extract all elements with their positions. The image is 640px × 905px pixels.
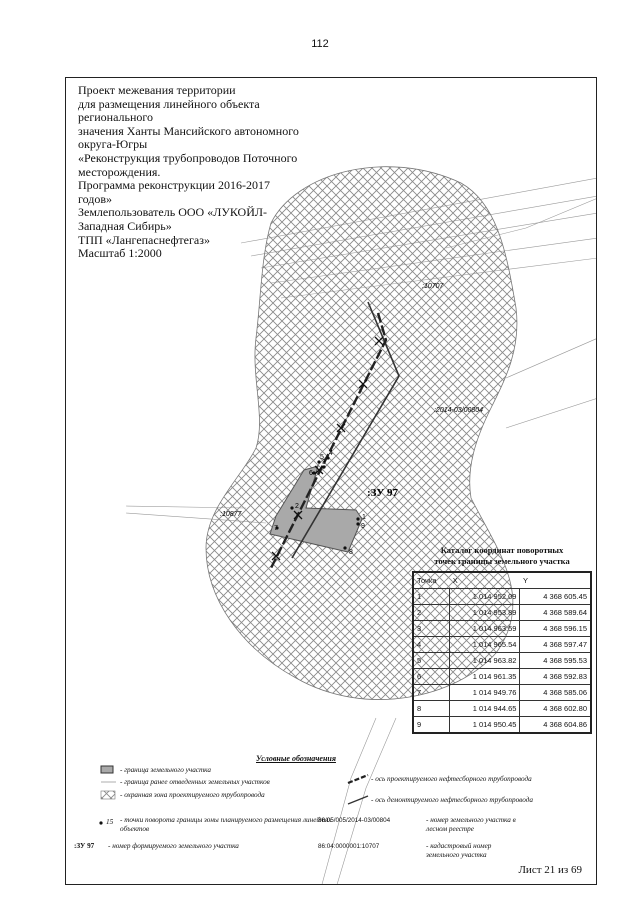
point-label-9: 9 [361,523,365,530]
page-number: 112 [311,38,329,50]
cell-point: 4 [413,637,450,653]
cell-point: 5 [413,653,450,669]
legend-symbol-dism [348,796,368,804]
parcel-line [321,718,376,885]
scale-line: Масштаб 1:2000 [78,246,162,261]
legend-plot-number: - номер формируемого земельного участка [108,842,239,850]
table-row [413,653,591,669]
legend-forest-sample: 86/05/005/2014-03/00804 [318,817,391,824]
turn-point-9 [356,522,359,525]
sheet-footer: Лист 21 из 69 [518,864,582,876]
table-row [413,621,591,637]
cell-y: 4 368 597.47 [520,637,591,653]
title-line: месторождения. [78,164,161,179]
cell-point: 9 [413,717,450,734]
table-row [413,589,591,605]
cell-y: 4 368 589.64 [520,605,591,621]
title-line: Западная Сибирь» [78,218,172,233]
cell-y: 4 368 602.80 [520,701,591,717]
cell-point: 3 [413,621,450,637]
title-line: годов» [78,191,113,206]
cell-y: 4 368 592.83 [520,669,591,685]
point-label-6: 6 [309,470,313,477]
cell-x: 1 014 963.82 [450,653,520,669]
cell-point: 7 [413,685,450,701]
parcel-label-00804: :2014-03/00804 [434,407,484,414]
catalog-title [412,545,592,567]
point-label-5: 5 [320,454,324,461]
cell-x: 1 014 952.09 [450,589,520,605]
title-line: Проект межевания территории [78,83,236,97]
title-line: значения Ханты Мансийского автономного [78,123,299,138]
point-label-8: 8 [349,549,353,556]
map-sheet [65,77,597,885]
legend-turn-points: - точки поворота границы зоны планируемого размещения линейных объектов [120,816,332,833]
cell-x: 1 014 950.45 [450,717,520,734]
turn-point-1 [356,517,359,520]
table-row [413,701,591,717]
point-label-4: 4 [329,450,333,457]
turn-point-2 [290,506,293,509]
legend-title: Условные обозначения [256,754,336,763]
cell-x: 1 014 963.59 [450,621,520,637]
legend-symbol-point [99,821,102,824]
cell-x: 1 014 944.65 [450,701,520,717]
legend-protect-zone: - охранная зона проектируемого трубопровода [120,791,265,799]
legend-cadastral: - кадастровый номер земельного участка [426,842,492,859]
legend-parcel-boundary: - граница земельного участка [120,766,211,774]
legend-plot-sample: :ЗУ 97 [74,842,95,850]
turn-point-8 [343,546,346,549]
cell-x: 1 014 965.54 [450,637,520,653]
title-line: Землепользователь ООО «ЛУКОЙЛ- [78,205,267,220]
table-row [413,637,591,653]
legend-pipeline-proj: - ось проектируемого нефтесборного трубопровода [371,775,532,783]
cell-point: 1 [413,589,450,605]
title-line: регионального [78,110,154,125]
point-label-3: 3 [322,459,326,466]
title-line: округа-Югры [78,137,148,152]
parcel-line [506,338,597,378]
table-row [413,605,591,621]
cell-y: 4 368 605.45 [520,589,591,605]
header-y: Y [522,576,528,585]
legend-symbol-zone [101,791,115,799]
parcel-label-10877: :10877 [220,511,242,518]
cell-y: 4 368 596.15 [520,621,591,637]
point-label-1: 1 [362,514,366,521]
cell-x: 1 014 953.89 [450,605,520,621]
legend-prev-parcels: - граница ранее отведенных земельных участков [120,778,270,786]
cell-y: 4 368 604.86 [520,717,591,734]
cell-point: 2 [413,605,450,621]
catalog-title-line: точек границы земельного участка [434,556,570,566]
catalog-title-line: Каталог координат поворотных [440,545,564,555]
header-x: X [452,576,458,585]
legend-pipeline-dism: - ось демонтируемого нефтесборного трубопровода [371,796,533,804]
coordinate-catalog [412,545,592,734]
legend-symbol-parcel [101,766,113,773]
legend-cadastral-sample: 86:04:0000001:10707 [318,843,380,850]
table-row [413,717,591,734]
cell-point: 6 [413,669,450,685]
table-header-row [413,572,591,589]
parcel-label-10707: :10707 [422,283,444,290]
cell-point: 8 [413,701,450,717]
table-row [413,669,591,685]
point-label-7: 7 [274,525,278,532]
title-line: «Реконструкция трубопроводов Поточного [78,150,298,165]
parcel-line [506,398,597,428]
title-line: ТПП «Лангепаснефтегаз» [78,232,210,247]
title-line: для размещения линейного объекта [78,96,260,111]
title-line: Программа реконструкции 2016-2017 [78,178,270,193]
cell-y: 4 368 595.53 [520,653,591,669]
legend-point-sample: 15 [106,818,114,826]
point-label-2: 2 [295,503,299,510]
legend-forest-number: - номер земельного участка в лесном реестре [426,816,516,833]
coordinate-table [412,571,592,734]
cell-x: 1 014 961.35 [450,669,520,685]
cell-y: 4 368 585.06 [520,685,591,701]
table-row [413,685,591,701]
cell-x: 1 014 949.76 [450,685,520,701]
plot-label: :ЗУ 97 [367,487,399,499]
title-block [78,84,318,261]
header-point: Точка [417,576,437,585]
